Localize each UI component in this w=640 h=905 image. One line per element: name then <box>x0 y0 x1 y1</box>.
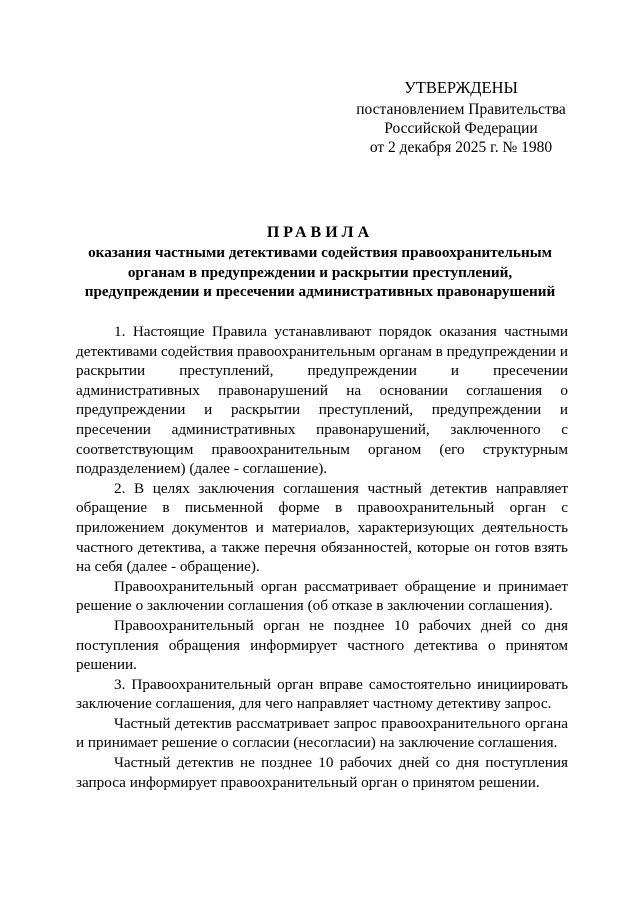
paragraph-4: Правоохранительный орган не позднее 10 рабочих дней со дня поступления обращения информирует частного детектива о принятом решении. <box>76 616 568 674</box>
approval-line-resolution: постановлением Правительства <box>356 101 566 118</box>
subtitle-line-3: предупреждении и пресечении административных правонарушений <box>84 283 556 300</box>
document-title: ПРАВИЛА <box>266 224 374 241</box>
paragraph-2: 2. В целях заключения соглашения частный детектив направляет обращение в письменной форме в правоохранительный орган с приложением документов и материалов, характеризующих деятельность частного детектива, а также перечня обязанностей, которые он готов взять на себя (далее - обращение). <box>76 479 568 576</box>
paragraph-7: Частный детектив не позднее 10 рабочих дней со дня поступления запроса информирует правоохранительный орган о принятом решении. <box>76 754 568 791</box>
approved-heading: УТВЕРЖДЕНЫ <box>404 78 518 97</box>
document-body <box>76 322 568 792</box>
paragraph-3: Правоохранительный орган рассматривает обращение и принимает решение о заключении соглашения (об отказе в заключении соглашения). <box>76 577 568 615</box>
paragraph-5: 3. Правоохранительный орган вправе самостоятельно инициировать заключение соглашения, для чего направляет частному детективу запрос. <box>76 675 568 713</box>
paragraph-6: Частный детектив рассматривает запрос правоохранительного органа и принимает решение о согласии (несогласии) на заключение соглашения. <box>76 714 568 752</box>
document-subtitle <box>72 243 568 302</box>
subtitle-line-2: органам в предупреждении и раскрытии преступлений, <box>127 263 513 281</box>
approval-block <box>336 78 586 157</box>
approval-line-government: Российской Федерации <box>384 120 538 137</box>
approval-line-date: от 2 декабря 2025 г. № 1980 <box>369 139 553 156</box>
subtitle-line-1: оказания частными детективами содействия правоохранительным <box>88 244 552 261</box>
paragraph-1: 1. Настоящие Правила устанавливают порядок оказания частными детективами содействия правоохранительным органам в предупреждении и раскрытии преступлений, предупреждении и пресечении административных правонарушений на основании соглашения о предупреждении и раскрытии преступлений, предупреждении и пресечении административных правонарушений, заключенного с соответствующим правоохранительным органом (его структурным подразделением) (далее - соглашение). <box>76 323 568 478</box>
